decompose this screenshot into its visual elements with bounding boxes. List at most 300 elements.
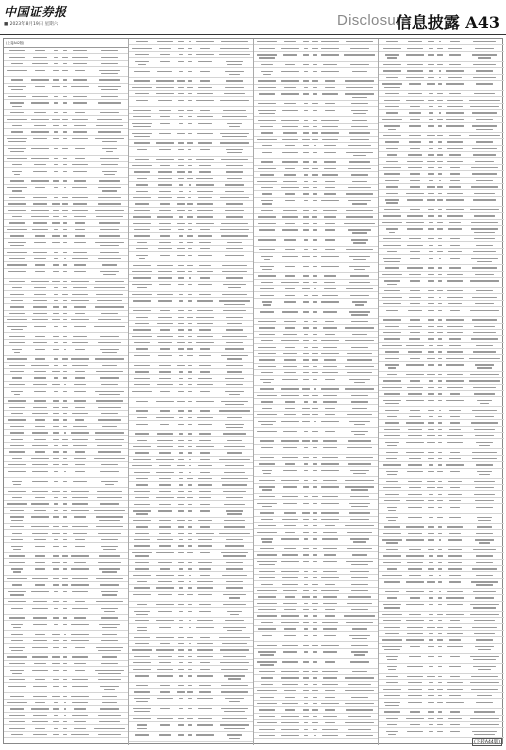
table-cell-text bbox=[429, 633, 434, 634]
table-cell-text bbox=[303, 709, 309, 710]
table-cell-text bbox=[134, 210, 150, 211]
table-cell-text bbox=[133, 300, 151, 301]
table-cell-text bbox=[261, 132, 274, 133]
table-cell-text bbox=[34, 164, 47, 165]
table-cell-text bbox=[428, 656, 435, 657]
table-cell-text bbox=[188, 300, 192, 301]
table-cell-text bbox=[386, 161, 399, 162]
table-cell-text bbox=[225, 255, 243, 256]
table-row bbox=[129, 592, 253, 602]
table-cell-text bbox=[53, 464, 58, 465]
table-cell-text bbox=[438, 656, 442, 657]
table-cell-text bbox=[437, 119, 442, 120]
table-cell-text bbox=[199, 165, 210, 166]
table-cell-text bbox=[348, 716, 371, 717]
table-cell-text bbox=[72, 715, 89, 716]
table-row bbox=[254, 500, 378, 510]
table-cell-text bbox=[73, 287, 88, 288]
table-cell-text bbox=[285, 193, 296, 194]
table-cell-text bbox=[31, 180, 49, 181]
table-cell-text bbox=[132, 294, 152, 295]
table-cell-text bbox=[406, 604, 424, 605]
table-cell-text bbox=[262, 635, 273, 636]
table-cell-text bbox=[96, 371, 122, 372]
table-cell-text bbox=[438, 106, 442, 107]
table-row bbox=[379, 362, 504, 372]
table-cell-text bbox=[72, 365, 87, 366]
table-cell-text bbox=[282, 584, 297, 585]
table-cell-text bbox=[447, 374, 463, 375]
table-cell-text bbox=[179, 478, 184, 479]
table-cell-text bbox=[53, 458, 59, 459]
table-cell-text bbox=[222, 265, 248, 266]
table-cell-text bbox=[386, 202, 398, 203]
table-cell-text bbox=[352, 71, 367, 72]
table-cell-text bbox=[224, 520, 245, 521]
table-cell-text bbox=[137, 604, 147, 605]
table-cell-text bbox=[312, 414, 317, 415]
table-cell-text bbox=[197, 724, 213, 725]
table-cell-text bbox=[429, 517, 433, 518]
table-cell-text bbox=[259, 334, 274, 335]
table-cell-text bbox=[313, 64, 316, 65]
table-cell-text bbox=[304, 239, 309, 240]
table-cell-text bbox=[159, 229, 172, 230]
table-cell-text bbox=[226, 365, 243, 366]
table-cell-text bbox=[73, 96, 87, 97]
table-cell-text bbox=[384, 711, 400, 712]
table-cell-text bbox=[75, 158, 85, 159]
table-cell-text bbox=[406, 100, 423, 101]
table-cell-text bbox=[188, 284, 193, 285]
table-cell-text bbox=[284, 87, 296, 88]
table-cell-text bbox=[313, 401, 317, 402]
table-cell-text bbox=[427, 676, 434, 677]
table-cell-text bbox=[408, 682, 423, 683]
table-cell-text bbox=[406, 539, 424, 540]
table-cell-text bbox=[75, 235, 84, 236]
table-cell-text bbox=[63, 601, 68, 602]
table-cell-text bbox=[281, 729, 299, 730]
table-cell-text bbox=[324, 554, 336, 555]
table-cell-text bbox=[10, 670, 23, 671]
table-cell-text bbox=[303, 152, 309, 153]
table-cell-text bbox=[188, 229, 192, 230]
table-cell-text bbox=[450, 167, 460, 168]
table-cell-text bbox=[98, 342, 121, 343]
table-cell-text bbox=[428, 154, 434, 155]
table-cell-text bbox=[179, 71, 183, 72]
table-cell-text bbox=[135, 54, 149, 55]
table-cell-text bbox=[387, 597, 397, 598]
table-cell-text bbox=[285, 288, 295, 289]
table-cell-text bbox=[220, 48, 249, 49]
table-cell-text bbox=[178, 329, 184, 330]
table-cell-text bbox=[9, 384, 25, 385]
table-cell-text bbox=[53, 439, 58, 440]
table-cell-text bbox=[223, 555, 245, 556]
table-cell-text bbox=[11, 539, 23, 540]
table-cell-text bbox=[52, 281, 59, 282]
table-cell-text bbox=[428, 526, 434, 527]
table-cell-text bbox=[382, 614, 401, 615]
table-cell-text bbox=[323, 480, 336, 481]
table-cell-text bbox=[54, 497, 59, 498]
table-cell-text bbox=[259, 671, 275, 672]
table-cell-text bbox=[224, 446, 245, 447]
table-cell-text bbox=[225, 545, 245, 546]
table-cell-text bbox=[470, 209, 499, 210]
table-cell-text bbox=[470, 614, 499, 615]
table-cell-text bbox=[437, 517, 442, 518]
table-cell-text bbox=[54, 728, 58, 729]
table-cell-text bbox=[158, 171, 172, 172]
table-cell-text bbox=[410, 280, 419, 281]
table-cell-text bbox=[178, 165, 185, 166]
table-cell-text bbox=[52, 222, 59, 223]
table-cell-text bbox=[32, 471, 48, 472]
table-cell-text bbox=[312, 168, 318, 169]
table-cell-text bbox=[226, 216, 243, 217]
table-cell-text bbox=[282, 229, 298, 230]
table-cell-text bbox=[11, 89, 23, 90]
table-cell-text bbox=[447, 161, 463, 162]
table-cell-text bbox=[346, 622, 373, 623]
table-cell-text bbox=[63, 640, 67, 641]
table-cell-text bbox=[62, 70, 68, 71]
table-cell-text bbox=[303, 266, 309, 267]
table-cell-text bbox=[34, 663, 46, 664]
table-cell-text bbox=[102, 171, 117, 172]
table-cell-text bbox=[188, 384, 192, 385]
table-cell-text bbox=[133, 265, 151, 266]
table-cell-text bbox=[312, 48, 317, 49]
table-cell-text bbox=[62, 358, 67, 359]
table-cell-text bbox=[407, 64, 422, 65]
table-cell-text bbox=[157, 669, 174, 670]
table-cell-text bbox=[447, 633, 462, 634]
table-cell-text bbox=[75, 112, 85, 113]
table-cell-text bbox=[97, 300, 122, 301]
table-cell-text bbox=[427, 627, 434, 628]
table-cell-text bbox=[438, 209, 442, 210]
table-cell-text bbox=[321, 256, 339, 257]
table-row bbox=[129, 624, 253, 634]
table-cell-text bbox=[197, 336, 213, 337]
table-cell-text bbox=[133, 662, 151, 663]
table-cell-text bbox=[302, 414, 309, 415]
table-cell-text bbox=[134, 378, 150, 379]
table-cell-text bbox=[258, 87, 276, 88]
table-cell-text bbox=[428, 689, 434, 690]
table-cell-text bbox=[386, 682, 398, 683]
table-row bbox=[4, 621, 128, 631]
table-cell-text bbox=[199, 294, 212, 295]
table-cell-text bbox=[226, 80, 243, 81]
table-cell-text bbox=[32, 445, 49, 446]
table-cell-text bbox=[351, 395, 369, 396]
table-cell-text bbox=[71, 358, 90, 359]
table-cell-text bbox=[160, 391, 171, 392]
table-cell-text bbox=[469, 358, 499, 359]
table-cell-text bbox=[302, 388, 310, 389]
table-cell-text bbox=[178, 348, 184, 349]
table-cell-text bbox=[227, 440, 242, 441]
table-cell-text bbox=[386, 186, 399, 187]
table-cell-text bbox=[261, 161, 272, 162]
table-cell-text bbox=[34, 439, 46, 440]
table-row bbox=[129, 252, 253, 262]
table-row bbox=[254, 253, 378, 263]
table-cell-text bbox=[63, 686, 67, 687]
table-cell-text bbox=[354, 434, 366, 435]
table-cell-text bbox=[188, 685, 192, 686]
table-cell-text bbox=[99, 520, 121, 521]
table-cell-text bbox=[62, 439, 67, 440]
table-cell-text bbox=[160, 203, 169, 204]
table-cell-text bbox=[438, 173, 442, 174]
table-cell-text bbox=[54, 252, 58, 253]
table-cell-text bbox=[188, 734, 192, 735]
table-cell-text bbox=[448, 627, 462, 628]
table-cell-text bbox=[447, 280, 462, 281]
table-cell-text bbox=[12, 216, 23, 217]
table-cell-text bbox=[188, 568, 192, 569]
table-cell-text bbox=[63, 617, 67, 618]
table-row bbox=[254, 237, 378, 247]
table-cell-text bbox=[351, 609, 368, 610]
table-row bbox=[254, 649, 378, 659]
table-cell-text bbox=[408, 167, 421, 168]
table-cell-text bbox=[158, 355, 171, 356]
table-cell-text bbox=[223, 433, 246, 434]
table-cell-text bbox=[225, 87, 244, 88]
table-cell-text bbox=[475, 161, 493, 162]
table-cell-text bbox=[200, 348, 210, 349]
table-cell-text bbox=[473, 591, 497, 592]
table-cell-text bbox=[447, 326, 463, 327]
table-cell-text bbox=[313, 716, 317, 717]
table-cell-text bbox=[302, 139, 309, 140]
table-row bbox=[4, 468, 128, 478]
table-cell-text bbox=[312, 295, 317, 296]
table-cell-text bbox=[99, 180, 120, 181]
table-cell-text bbox=[312, 395, 317, 396]
table-cell-text bbox=[63, 591, 66, 592]
table-cell-text bbox=[472, 148, 496, 149]
table-cell-text bbox=[450, 711, 460, 712]
table-cell-text bbox=[72, 608, 87, 609]
table-cell-text bbox=[382, 387, 403, 388]
table-cell-text bbox=[157, 323, 172, 324]
table-cell-text bbox=[303, 379, 309, 380]
table-cell-text bbox=[12, 673, 22, 674]
table-cell-text bbox=[352, 408, 367, 409]
table-cell-text bbox=[54, 608, 58, 609]
table-cell-text bbox=[62, 584, 68, 585]
table-cell-text bbox=[227, 178, 243, 179]
table-column bbox=[129, 39, 254, 745]
table-cell-text bbox=[385, 54, 400, 55]
table-cell-text bbox=[473, 77, 496, 78]
table-cell-text bbox=[261, 684, 272, 685]
table-cell-text bbox=[178, 110, 184, 111]
table-cell-text bbox=[158, 656, 172, 657]
table-cell-text bbox=[134, 504, 149, 505]
table-cell-text bbox=[312, 103, 318, 104]
table-cell-text bbox=[188, 417, 191, 418]
table-cell-text bbox=[353, 473, 366, 474]
table-cell-text bbox=[321, 353, 339, 354]
table-cell-text bbox=[429, 222, 434, 223]
table-cell-text bbox=[429, 93, 433, 94]
table-cell-text bbox=[63, 287, 68, 288]
table-cell-text bbox=[35, 555, 45, 556]
table-cell-text bbox=[73, 336, 87, 337]
table-row bbox=[254, 107, 378, 117]
table-cell-text bbox=[226, 248, 243, 249]
table-cell-text bbox=[352, 638, 368, 639]
table-cell-text bbox=[223, 110, 245, 111]
table-cell-text bbox=[322, 372, 339, 373]
table-cell-text bbox=[8, 464, 26, 465]
table-cell-text bbox=[200, 526, 210, 527]
table-cell-text bbox=[408, 507, 422, 508]
table-cell-text bbox=[224, 728, 245, 729]
table-cell-text bbox=[354, 382, 364, 383]
table-cell-text bbox=[382, 83, 402, 84]
table-cell-text bbox=[313, 152, 316, 153]
table-cell-text bbox=[406, 422, 423, 423]
table-cell-text bbox=[428, 193, 434, 194]
table-cell-text bbox=[260, 664, 274, 665]
table-cell-text bbox=[98, 407, 121, 408]
table-cell-text bbox=[450, 507, 460, 508]
table-cell-text bbox=[177, 171, 184, 172]
table-cell-text bbox=[427, 435, 434, 436]
table-cell-text bbox=[257, 590, 277, 591]
table-cell-text bbox=[98, 533, 120, 534]
table-cell-text bbox=[303, 457, 309, 458]
table-cell-text bbox=[12, 171, 22, 172]
table-cell-text bbox=[179, 54, 184, 55]
table-cell-text bbox=[437, 290, 442, 291]
table-cell-text bbox=[73, 63, 87, 64]
table-cell-text bbox=[52, 319, 59, 320]
table-cell-text bbox=[313, 249, 316, 250]
table-cell-text bbox=[53, 647, 60, 648]
table-cell-text bbox=[304, 103, 309, 104]
table-cell-text bbox=[448, 539, 462, 540]
table-cell-text bbox=[100, 377, 119, 378]
table-cell-text bbox=[285, 408, 294, 409]
table-cell-text bbox=[476, 555, 493, 556]
table-cell-text bbox=[313, 628, 317, 629]
table-cell-text bbox=[63, 539, 66, 540]
table-cell-text bbox=[439, 70, 442, 71]
table-cell-text bbox=[313, 301, 318, 302]
table-cell-text bbox=[197, 587, 212, 588]
table-cell-text bbox=[63, 79, 66, 80]
table-cell-text bbox=[437, 332, 442, 333]
table-cell-text bbox=[348, 440, 372, 441]
table-cell-text bbox=[225, 378, 245, 379]
table-cell-text bbox=[71, 555, 90, 556]
table-cell-text bbox=[197, 210, 212, 211]
table-cell-text bbox=[32, 413, 49, 414]
table-cell-text bbox=[448, 568, 463, 569]
table-cell-text bbox=[71, 86, 89, 87]
table-cell-text bbox=[54, 326, 58, 327]
table-cell-text bbox=[196, 223, 214, 224]
table-cell-text bbox=[101, 164, 118, 165]
table-cell-text bbox=[178, 317, 184, 318]
table-cell-text bbox=[449, 93, 460, 94]
table-cell-text bbox=[226, 171, 242, 172]
table-cell-text bbox=[303, 503, 308, 504]
table-cell-text bbox=[304, 120, 308, 121]
table-cell-text bbox=[73, 252, 87, 253]
table-cell-text bbox=[219, 459, 250, 460]
table-cell-text bbox=[54, 148, 59, 149]
table-cell-text bbox=[98, 419, 120, 420]
table-cell-text bbox=[135, 734, 149, 735]
table-cell-text bbox=[258, 321, 276, 322]
table-cell-text bbox=[178, 41, 184, 42]
table-cell-text bbox=[98, 187, 120, 188]
table-cell-text bbox=[353, 155, 367, 156]
table-cell-text bbox=[321, 340, 340, 341]
table-cell-text bbox=[133, 446, 150, 447]
table-cell-text bbox=[450, 452, 459, 453]
table-cell-text bbox=[313, 223, 317, 224]
table-cell-text bbox=[74, 663, 86, 664]
table-cell-text bbox=[348, 729, 371, 730]
table-cell-text bbox=[73, 445, 88, 446]
table-cell-text bbox=[346, 152, 373, 153]
table-cell-text bbox=[75, 371, 85, 372]
table-cell-text bbox=[437, 161, 442, 162]
table-cell-text bbox=[312, 80, 317, 81]
table-cell-text bbox=[177, 80, 184, 81]
table-row bbox=[129, 282, 253, 292]
table-cell-text bbox=[285, 401, 294, 402]
table-cell-text bbox=[33, 197, 46, 198]
table-cell-text bbox=[303, 716, 309, 717]
table-cell-text bbox=[54, 63, 58, 64]
table-cell-text bbox=[159, 452, 171, 453]
table-cell-text bbox=[429, 555, 434, 556]
table-cell-text bbox=[197, 581, 213, 582]
table-cell-text bbox=[476, 702, 493, 703]
table-cell-text bbox=[179, 216, 183, 217]
table-cell-text bbox=[259, 486, 274, 487]
table-cell-text bbox=[259, 249, 276, 250]
table-cell-text bbox=[447, 274, 464, 275]
table-cell-text bbox=[228, 678, 242, 679]
table-cell-text bbox=[188, 80, 192, 81]
table-cell-text bbox=[196, 627, 215, 628]
table-cell-text bbox=[323, 395, 337, 396]
table-cell-text bbox=[197, 216, 214, 217]
table-cell-text bbox=[73, 533, 87, 534]
table-cell-text bbox=[188, 526, 192, 527]
table-cell-text bbox=[179, 587, 183, 588]
table-cell-text bbox=[10, 426, 23, 427]
table-cell-text bbox=[438, 215, 441, 216]
table-cell-text bbox=[178, 643, 183, 644]
table-cell-text bbox=[32, 670, 49, 671]
